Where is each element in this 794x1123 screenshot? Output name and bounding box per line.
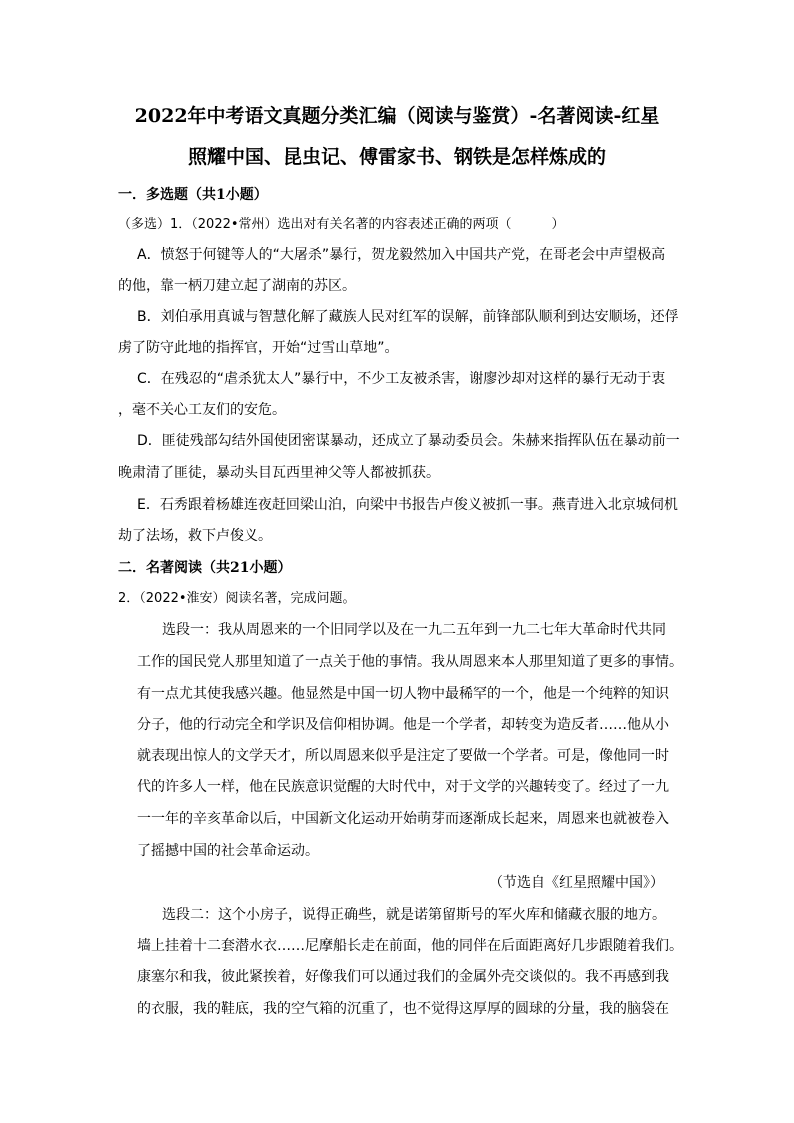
option-d-line-2: 晚肃清了匪徒，暴动头目瓦西里神父等人都被抓获。: [118, 465, 440, 481]
option-c-line-1: C．在残忍的“虐杀犹太人”暴行中，不少工友被杀害，谢廖沙却对这样的暴行无动于衷: [137, 371, 666, 387]
question-1-stem: [118, 216, 565, 234]
question-1-stem-close: ）: [551, 217, 565, 232]
document-title-line-2: 照耀中国、昆虫记、傅雷家书、钢铁是怎样炼成的: [187, 146, 606, 168]
question-2-stem: 2．（2022•淮安）阅读名著，完成问题。: [118, 591, 356, 606]
option-a-line-2: 的他，靠一柄刀建立起了湖南的苏区。: [118, 278, 356, 294]
passage-1-line-6: 代的许多人一样，他在民族意识觉醒的大时代中，对于文学的兴趣转变了。经过了一九: [137, 779, 669, 795]
passage-1-line-8: 了摇撼中国的社会革命运动。: [137, 843, 319, 859]
passage-1-line-1: 选段一：我从周恩来的一个旧同学以及在一九二五年到一九二七年大革命时代共同: [162, 622, 666, 638]
passage-1-line-2: 工作的国民党人那里知道了一点关于他的事情。我从周恩来本人那里知道了更多的事情。: [137, 654, 683, 670]
option-e-line-1: E．石秀跟着杨雄连夜赶回梁山泊，向梁中书报告卢俊义被抓一事。燕青进入北京城伺机: [137, 497, 678, 513]
passage-2-line-1: 选段二：这个小房子，说得正确些，就是诺第留斯号的军火库和储藏衣服的地方。: [162, 907, 666, 923]
option-e-line-2: 劫了法场，救下卢俊义。: [118, 528, 272, 544]
option-d-line-1: D．匪徒残部勾结外国使团密谋暴动，还成立了暴动委员会。朱赫来指挥队伍在暴动前一: [137, 433, 680, 449]
passage-1-source: （节选自《红星照耀中国》）: [489, 875, 664, 891]
question-1-stem-text: （多选）1．（2022•常州）选出对有关名著的内容表述正确的两项（: [118, 217, 512, 232]
option-a-line-1: A．愤怒于何键等人的“大屠杀”暴行，贺龙毅然加入中国共产党，在哥老会中声望极高: [137, 247, 666, 263]
option-b-line-2: 虏了防守此地的指挥官，开始“过雪山草地”。: [118, 340, 399, 356]
option-c-line-2: ，毫不关心工友们的安危。: [118, 402, 286, 418]
passage-2-line-3: 康塞尔和我，彼此紧挨着，好像我们可以通过我们的金属外壳交谈似的。我不再感到我: [137, 969, 669, 985]
section-heading-classic-reading: 二．名著阅读（共21小题）: [118, 560, 292, 576]
passage-1-line-7: 一一年的辛亥革命以后，中国新文化运动开始萌芽而逐渐成长起来，周恩来也就被卷入: [137, 811, 669, 827]
document-title-line-1: 2022年中考语文真题分类汇编（阅读与鉴赏）-名著阅读-红星: [134, 105, 660, 127]
passage-2-line-4: 的衣服，我的鞋底，我的空气箱的沉重了，也不觉得这厚厚的圆球的分量，我的脑袋在: [137, 1001, 669, 1017]
option-b-line-1: B．刘伯承用真诚与智慧化解了藏族人民对红军的误解，前锋部队顺利到达安顺场，还俘: [137, 309, 679, 325]
section-heading-multiple-choice: 一．多选题（共1小题）: [118, 187, 268, 203]
passage-1-line-4: 分子，他的行动完全和学识及信仰相协调。他是一个学者，却转变为造反者……他从小: [137, 717, 669, 733]
passage-1-line-5: 就表现出惊人的文学天才，所以周恩来似乎是注定了要做一个学者。可是，像他同一时: [137, 748, 669, 764]
passage-2-line-2: 墙上挂着十二套潜水衣……尼摩船长走在前面，他的同伴在后面距离好几步跟随着我们。: [137, 938, 683, 954]
passage-1-line-3: 有一点尤其使我感兴趣。他显然是中国一切人物中最稀罕的一个，他是一个纯粹的知识: [137, 686, 669, 702]
